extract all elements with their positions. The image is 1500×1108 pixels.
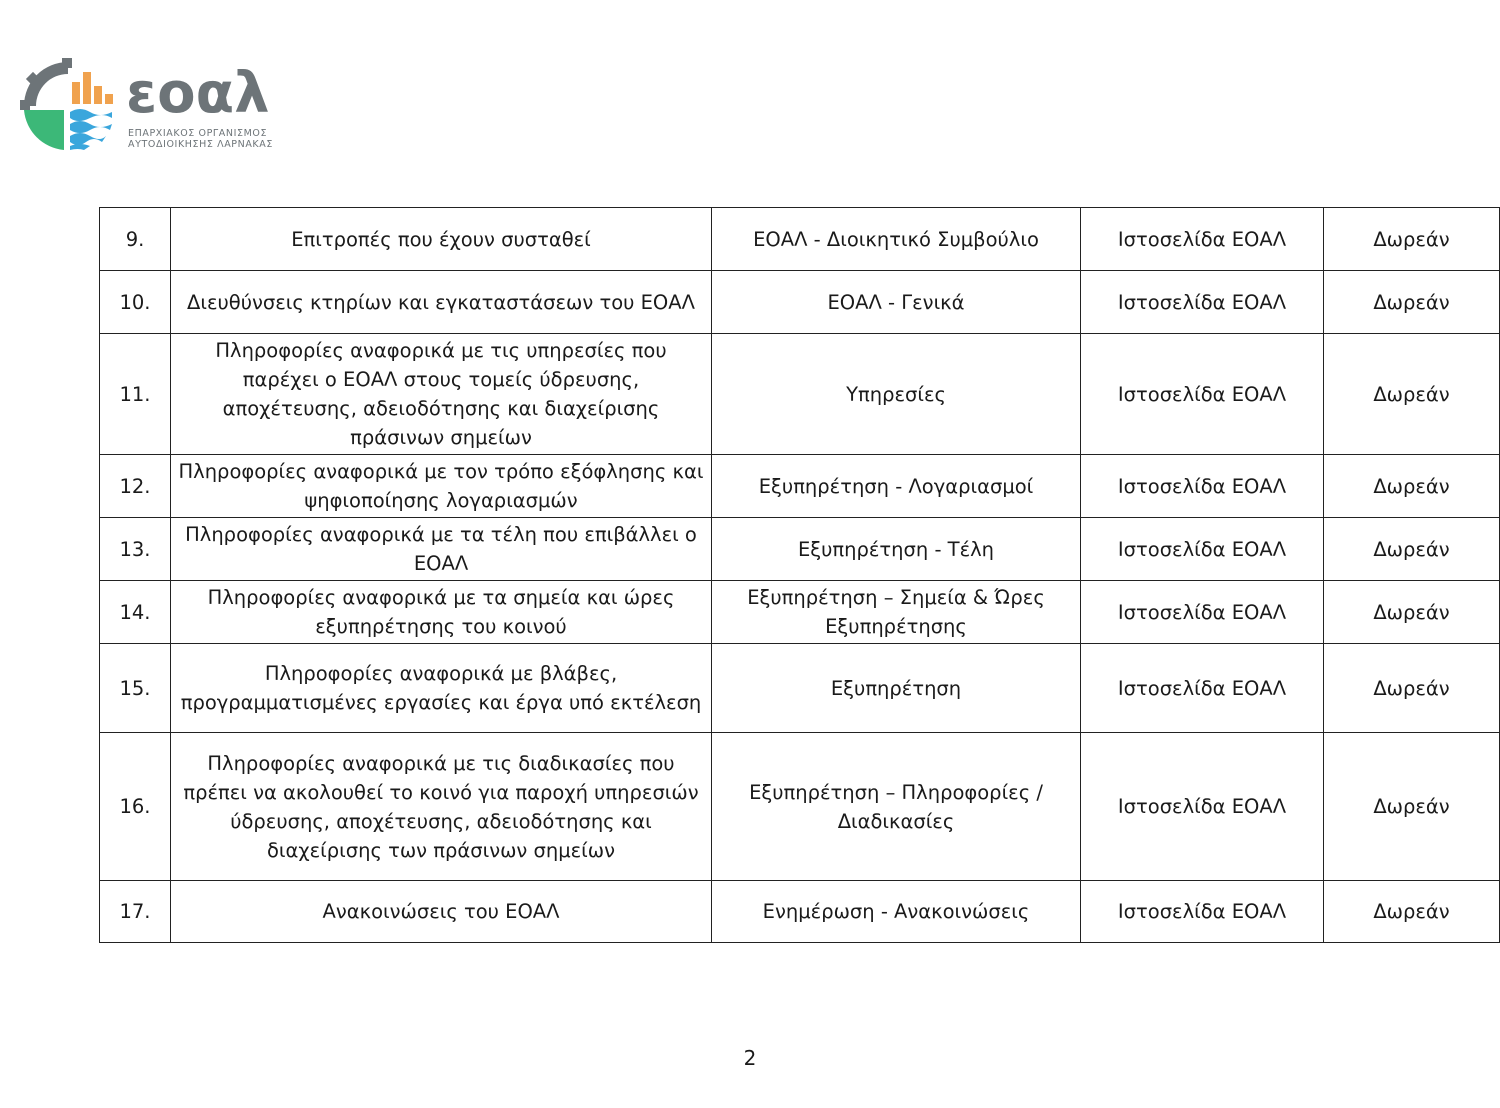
row-location: Εξυπηρέτηση – Πληροφορίες / Διαδικασίες xyxy=(712,733,1081,881)
row-number: 13. xyxy=(100,518,171,581)
row-description: Πληροφορίες αναφορικά με τις υπηρεσίες που παρέχει ο ΕΟΑΛ στους τομείς ύδρευσης, αποχέτευσης, αδειοδότησης και διαχείρισης πράσινων σημείων xyxy=(171,334,712,455)
row-cost: Δωρεάν xyxy=(1324,644,1500,733)
services-table xyxy=(99,207,1500,943)
row-description: Πληροφορίες αναφορικά με βλάβες, προγραμματισμένες εργασίες και έργα υπό εκτέλεση xyxy=(171,644,712,733)
table-row xyxy=(100,271,1500,334)
table-row xyxy=(100,644,1500,733)
row-description: Διευθύνσεις κτηρίων και εγκαταστάσεων του ΕΟΑΛ xyxy=(171,271,712,334)
row-location: Υπηρεσίες xyxy=(712,334,1081,455)
row-cost: Δωρεάν xyxy=(1324,271,1500,334)
row-cost: Δωρεάν xyxy=(1324,455,1500,518)
row-number: 11. xyxy=(100,334,171,455)
row-number: 15. xyxy=(100,644,171,733)
row-location: ΕΟΑΛ - Διοικητικό Συμβούλιο xyxy=(712,208,1081,271)
row-number: 10. xyxy=(100,271,171,334)
row-source: Ιστοσελίδα ΕΟΑΛ xyxy=(1081,334,1324,455)
table-row xyxy=(100,733,1500,881)
eoal-logo xyxy=(18,56,288,156)
table-row xyxy=(100,455,1500,518)
table-row xyxy=(100,334,1500,455)
row-location: Εξυπηρέτηση - Λογαριασμοί xyxy=(712,455,1081,518)
logo-wordmark: εοαλ xyxy=(126,61,270,126)
row-number: 16. xyxy=(100,733,171,881)
logo-subtitle-line2: ΑΥΤΟΔΙΟΙΚΗΣΗΣ ΛΑΡΝΑΚΑΣ xyxy=(128,139,273,150)
page-number: 2 xyxy=(743,1046,757,1070)
row-description: Ανακοινώσεις του ΕΟΑΛ xyxy=(171,881,712,943)
row-number: 14. xyxy=(100,581,171,644)
row-cost: Δωρεάν xyxy=(1324,581,1500,644)
row-number: 12. xyxy=(100,455,171,518)
row-source: Ιστοσελίδα ΕΟΑΛ xyxy=(1081,455,1324,518)
table-row xyxy=(100,581,1500,644)
row-cost: Δωρεάν xyxy=(1324,518,1500,581)
row-description: Επιτροπές που έχουν συσταθεί xyxy=(171,208,712,271)
row-source: Ιστοσελίδα ΕΟΑΛ xyxy=(1081,581,1324,644)
row-description: Πληροφορίες αναφορικά με τα τέλη που επιβάλλει ο ΕΟΑΛ xyxy=(171,518,712,581)
eoal-emblem-icon xyxy=(18,56,118,156)
row-number: 17. xyxy=(100,881,171,943)
table-row xyxy=(100,208,1500,271)
table-row xyxy=(100,881,1500,943)
row-number: 9. xyxy=(100,208,171,271)
row-location: Ενημέρωση - Ανακοινώσεις xyxy=(712,881,1081,943)
logo-subtitle-line1: ΕΠΑΡΧΙΑΚΟΣ ΟΡΓΑΝΙΣΜΟΣ xyxy=(128,128,268,139)
row-source: Ιστοσελίδα ΕΟΑΛ xyxy=(1081,271,1324,334)
row-source: Ιστοσελίδα ΕΟΑΛ xyxy=(1081,733,1324,881)
row-description: Πληροφορίες αναφορικά με τα σημεία και ώρες εξυπηρέτησης του κοινού xyxy=(171,581,712,644)
row-source: Ιστοσελίδα ΕΟΑΛ xyxy=(1081,881,1324,943)
row-cost: Δωρεάν xyxy=(1324,733,1500,881)
row-description: Πληροφορίες αναφορικά με τον τρόπο εξόφλησης και ψηφιοποίησης λογαριασμών xyxy=(171,455,712,518)
row-source: Ιστοσελίδα ΕΟΑΛ xyxy=(1081,208,1324,271)
logo-subtitle xyxy=(128,128,273,150)
row-source: Ιστοσελίδα ΕΟΑΛ xyxy=(1081,644,1324,733)
table-row xyxy=(100,518,1500,581)
row-location: Εξυπηρέτηση - Τέλη xyxy=(712,518,1081,581)
row-location: Εξυπηρέτηση – Σημεία & Ώρες Εξυπηρέτησης xyxy=(712,581,1081,644)
row-location: ΕΟΑΛ - Γενικά xyxy=(712,271,1081,334)
row-cost: Δωρεάν xyxy=(1324,881,1500,943)
row-source: Ιστοσελίδα ΕΟΑΛ xyxy=(1081,518,1324,581)
row-cost: Δωρεάν xyxy=(1324,334,1500,455)
row-description: Πληροφορίες αναφορικά με τις διαδικασίες που πρέπει να ακολουθεί το κοινό για παροχή υπηρεσιών ύδρευσης, αποχέτευσης, αδειοδότησης και διαχείρισης των πράσινων σημείων xyxy=(171,733,712,881)
row-location: Εξυπηρέτηση xyxy=(712,644,1081,733)
row-cost: Δωρεάν xyxy=(1324,208,1500,271)
